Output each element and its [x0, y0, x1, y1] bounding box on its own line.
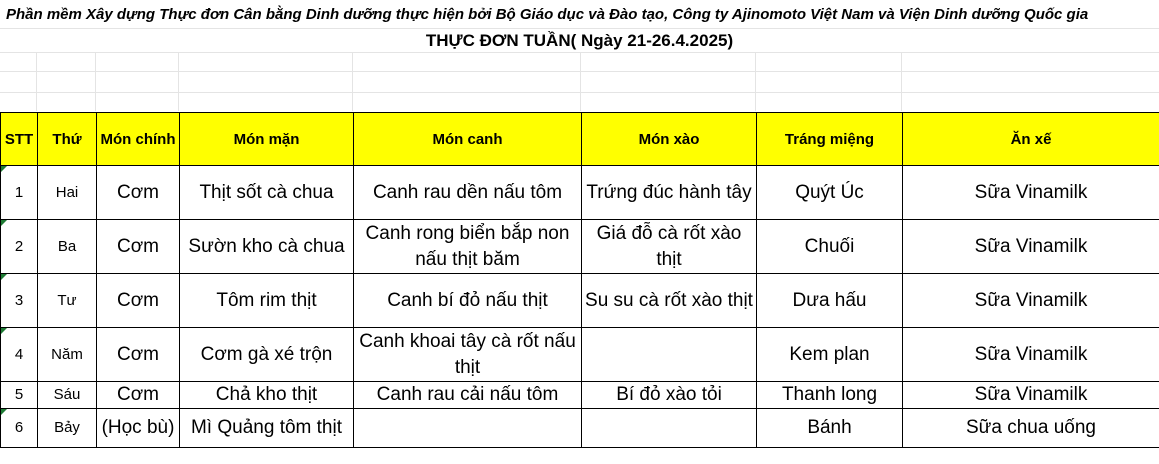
- cell-mon-man[interactable]: Thịt sốt cà chua: [180, 166, 354, 220]
- empty-cell[interactable]: [96, 93, 179, 111]
- cell-thu[interactable]: Hai: [38, 166, 97, 220]
- cell-stt[interactable]: 2: [1, 220, 38, 274]
- cell-mon-canh[interactable]: Canh khoai tây cà rốt nấu thịt: [354, 328, 582, 382]
- cell-mon-canh[interactable]: Canh rong biển bắp non nấu thịt băm: [354, 220, 582, 274]
- empty-cell[interactable]: [179, 72, 353, 92]
- cell-stt[interactable]: 5: [1, 382, 38, 409]
- table-row: [1, 274, 1159, 328]
- table-row: [1, 328, 1159, 382]
- empty-cell[interactable]: [179, 93, 353, 111]
- cell-mon-canh[interactable]: Canh bí đỏ nấu thịt: [354, 274, 582, 328]
- empty-cell[interactable]: [353, 72, 581, 92]
- cell-mon-xao[interactable]: Su su cà rốt xào thịt: [582, 274, 757, 328]
- cell-mon-xao[interactable]: [582, 409, 757, 448]
- empty-cell[interactable]: [756, 53, 902, 71]
- table-row: [1, 382, 1159, 409]
- weekly-menu-table: [0, 112, 1159, 448]
- empty-cell[interactable]: [0, 53, 37, 71]
- cell-stt[interactable]: 4: [1, 328, 38, 382]
- header-an-xe[interactable]: Ăn xế: [903, 113, 1159, 166]
- table-header-row: [1, 113, 1159, 166]
- header-stt[interactable]: STT: [1, 113, 38, 166]
- cell-mon-chinh[interactable]: Cơm: [97, 220, 180, 274]
- cell-mon-xao[interactable]: [582, 328, 757, 382]
- cell-mon-man[interactable]: Cơm gà xé trộn: [180, 328, 354, 382]
- cell-trang-mieng[interactable]: Bánh: [757, 409, 903, 448]
- header-mon-xao[interactable]: Món xào: [582, 113, 757, 166]
- cell-mon-man[interactable]: Chả kho thịt: [180, 382, 354, 409]
- empty-cell[interactable]: [0, 72, 37, 92]
- cell-trang-mieng[interactable]: Dưa hấu: [757, 274, 903, 328]
- cell-mon-chinh[interactable]: (Học bù): [97, 409, 180, 448]
- cell-stt[interactable]: 3: [1, 274, 38, 328]
- empty-cell[interactable]: [581, 72, 756, 92]
- empty-cell[interactable]: [756, 93, 902, 111]
- table-row: [1, 409, 1159, 448]
- cell-stt[interactable]: 1: [1, 166, 38, 220]
- cell-trang-mieng[interactable]: Kem plan: [757, 328, 903, 382]
- cell-thu[interactable]: Ba: [38, 220, 97, 274]
- software-credit: Phần mềm Xây dựng Thực đơn Cân bằng Dinh dưỡng thực hiện bởi Bộ Giáo dục và Đào tạo, Công ty Ajinomoto Việt Nam và Viện Dinh dưỡng Quốc gia: [0, 0, 1159, 29]
- cell-an-xe[interactable]: Sữa Vinamilk: [903, 274, 1159, 328]
- cell-mon-xao[interactable]: Giá đỗ cà rốt xào thịt: [582, 220, 757, 274]
- cell-an-xe[interactable]: Sữa Vinamilk: [903, 328, 1159, 382]
- cell-an-xe[interactable]: Sữa Vinamilk: [903, 166, 1159, 220]
- cell-trang-mieng[interactable]: Thanh long: [757, 382, 903, 409]
- cell-thu[interactable]: Sáu: [38, 382, 97, 409]
- empty-cell[interactable]: [96, 72, 179, 92]
- cell-mon-chinh[interactable]: Cơm: [97, 274, 180, 328]
- empty-cell[interactable]: [37, 72, 96, 92]
- cell-thu[interactable]: Bảy: [38, 409, 97, 448]
- cell-mon-xao[interactable]: Trứng đúc hành tây: [582, 166, 757, 220]
- header-thu[interactable]: Thứ: [38, 113, 97, 166]
- cell-trang-mieng[interactable]: Chuối: [757, 220, 903, 274]
- empty-cell[interactable]: [179, 53, 353, 71]
- empty-cell[interactable]: [37, 93, 96, 111]
- cell-an-xe[interactable]: Sữa Vinamilk: [903, 220, 1159, 274]
- empty-row[interactable]: [0, 72, 1159, 93]
- header-mon-chinh[interactable]: Món chính: [97, 113, 180, 166]
- empty-cell[interactable]: [96, 53, 179, 71]
- header-trang-mieng[interactable]: Tráng miệng: [757, 113, 903, 166]
- empty-cell[interactable]: [353, 53, 581, 71]
- cell-mon-chinh[interactable]: Cơm: [97, 382, 180, 409]
- cell-thu[interactable]: Năm: [38, 328, 97, 382]
- cell-trang-mieng[interactable]: Quýt Úc: [757, 166, 903, 220]
- header-mon-man[interactable]: Món mặn: [180, 113, 354, 166]
- cell-mon-chinh[interactable]: Cơm: [97, 328, 180, 382]
- empty-cell[interactable]: [756, 72, 902, 92]
- cell-mon-chinh[interactable]: Cơm: [97, 166, 180, 220]
- empty-cell[interactable]: [37, 53, 96, 71]
- cell-an-xe[interactable]: Sữa chua uống: [903, 409, 1159, 448]
- empty-row[interactable]: [0, 93, 1159, 111]
- cell-mon-man[interactable]: Tôm rim thịt: [180, 274, 354, 328]
- table-row: [1, 220, 1159, 274]
- table-row: [1, 166, 1159, 220]
- cell-mon-canh[interactable]: Canh rau cải nấu tôm: [354, 382, 582, 409]
- cell-an-xe[interactable]: Sữa Vinamilk: [903, 382, 1159, 409]
- cell-thu[interactable]: Tư: [38, 274, 97, 328]
- page-title: THỰC ĐƠN TUẦN( Ngày 21-26.4.2025): [0, 29, 1159, 53]
- cell-mon-xao[interactable]: Bí đỏ xào tỏi: [582, 382, 757, 409]
- cell-mon-canh[interactable]: Canh rau dền nấu tôm: [354, 166, 582, 220]
- cell-mon-man[interactable]: Sườn kho cà chua: [180, 220, 354, 274]
- cell-mon-canh[interactable]: [354, 409, 582, 448]
- empty-cell[interactable]: [581, 53, 756, 71]
- header-mon-canh[interactable]: Món canh: [354, 113, 582, 166]
- empty-cell[interactable]: [581, 93, 756, 111]
- empty-cell[interactable]: [353, 93, 581, 111]
- empty-row[interactable]: [0, 53, 1159, 72]
- cell-mon-man[interactable]: Mì Quảng tôm thịt: [180, 409, 354, 448]
- empty-cell[interactable]: [0, 93, 37, 111]
- cell-stt[interactable]: 6: [1, 409, 38, 448]
